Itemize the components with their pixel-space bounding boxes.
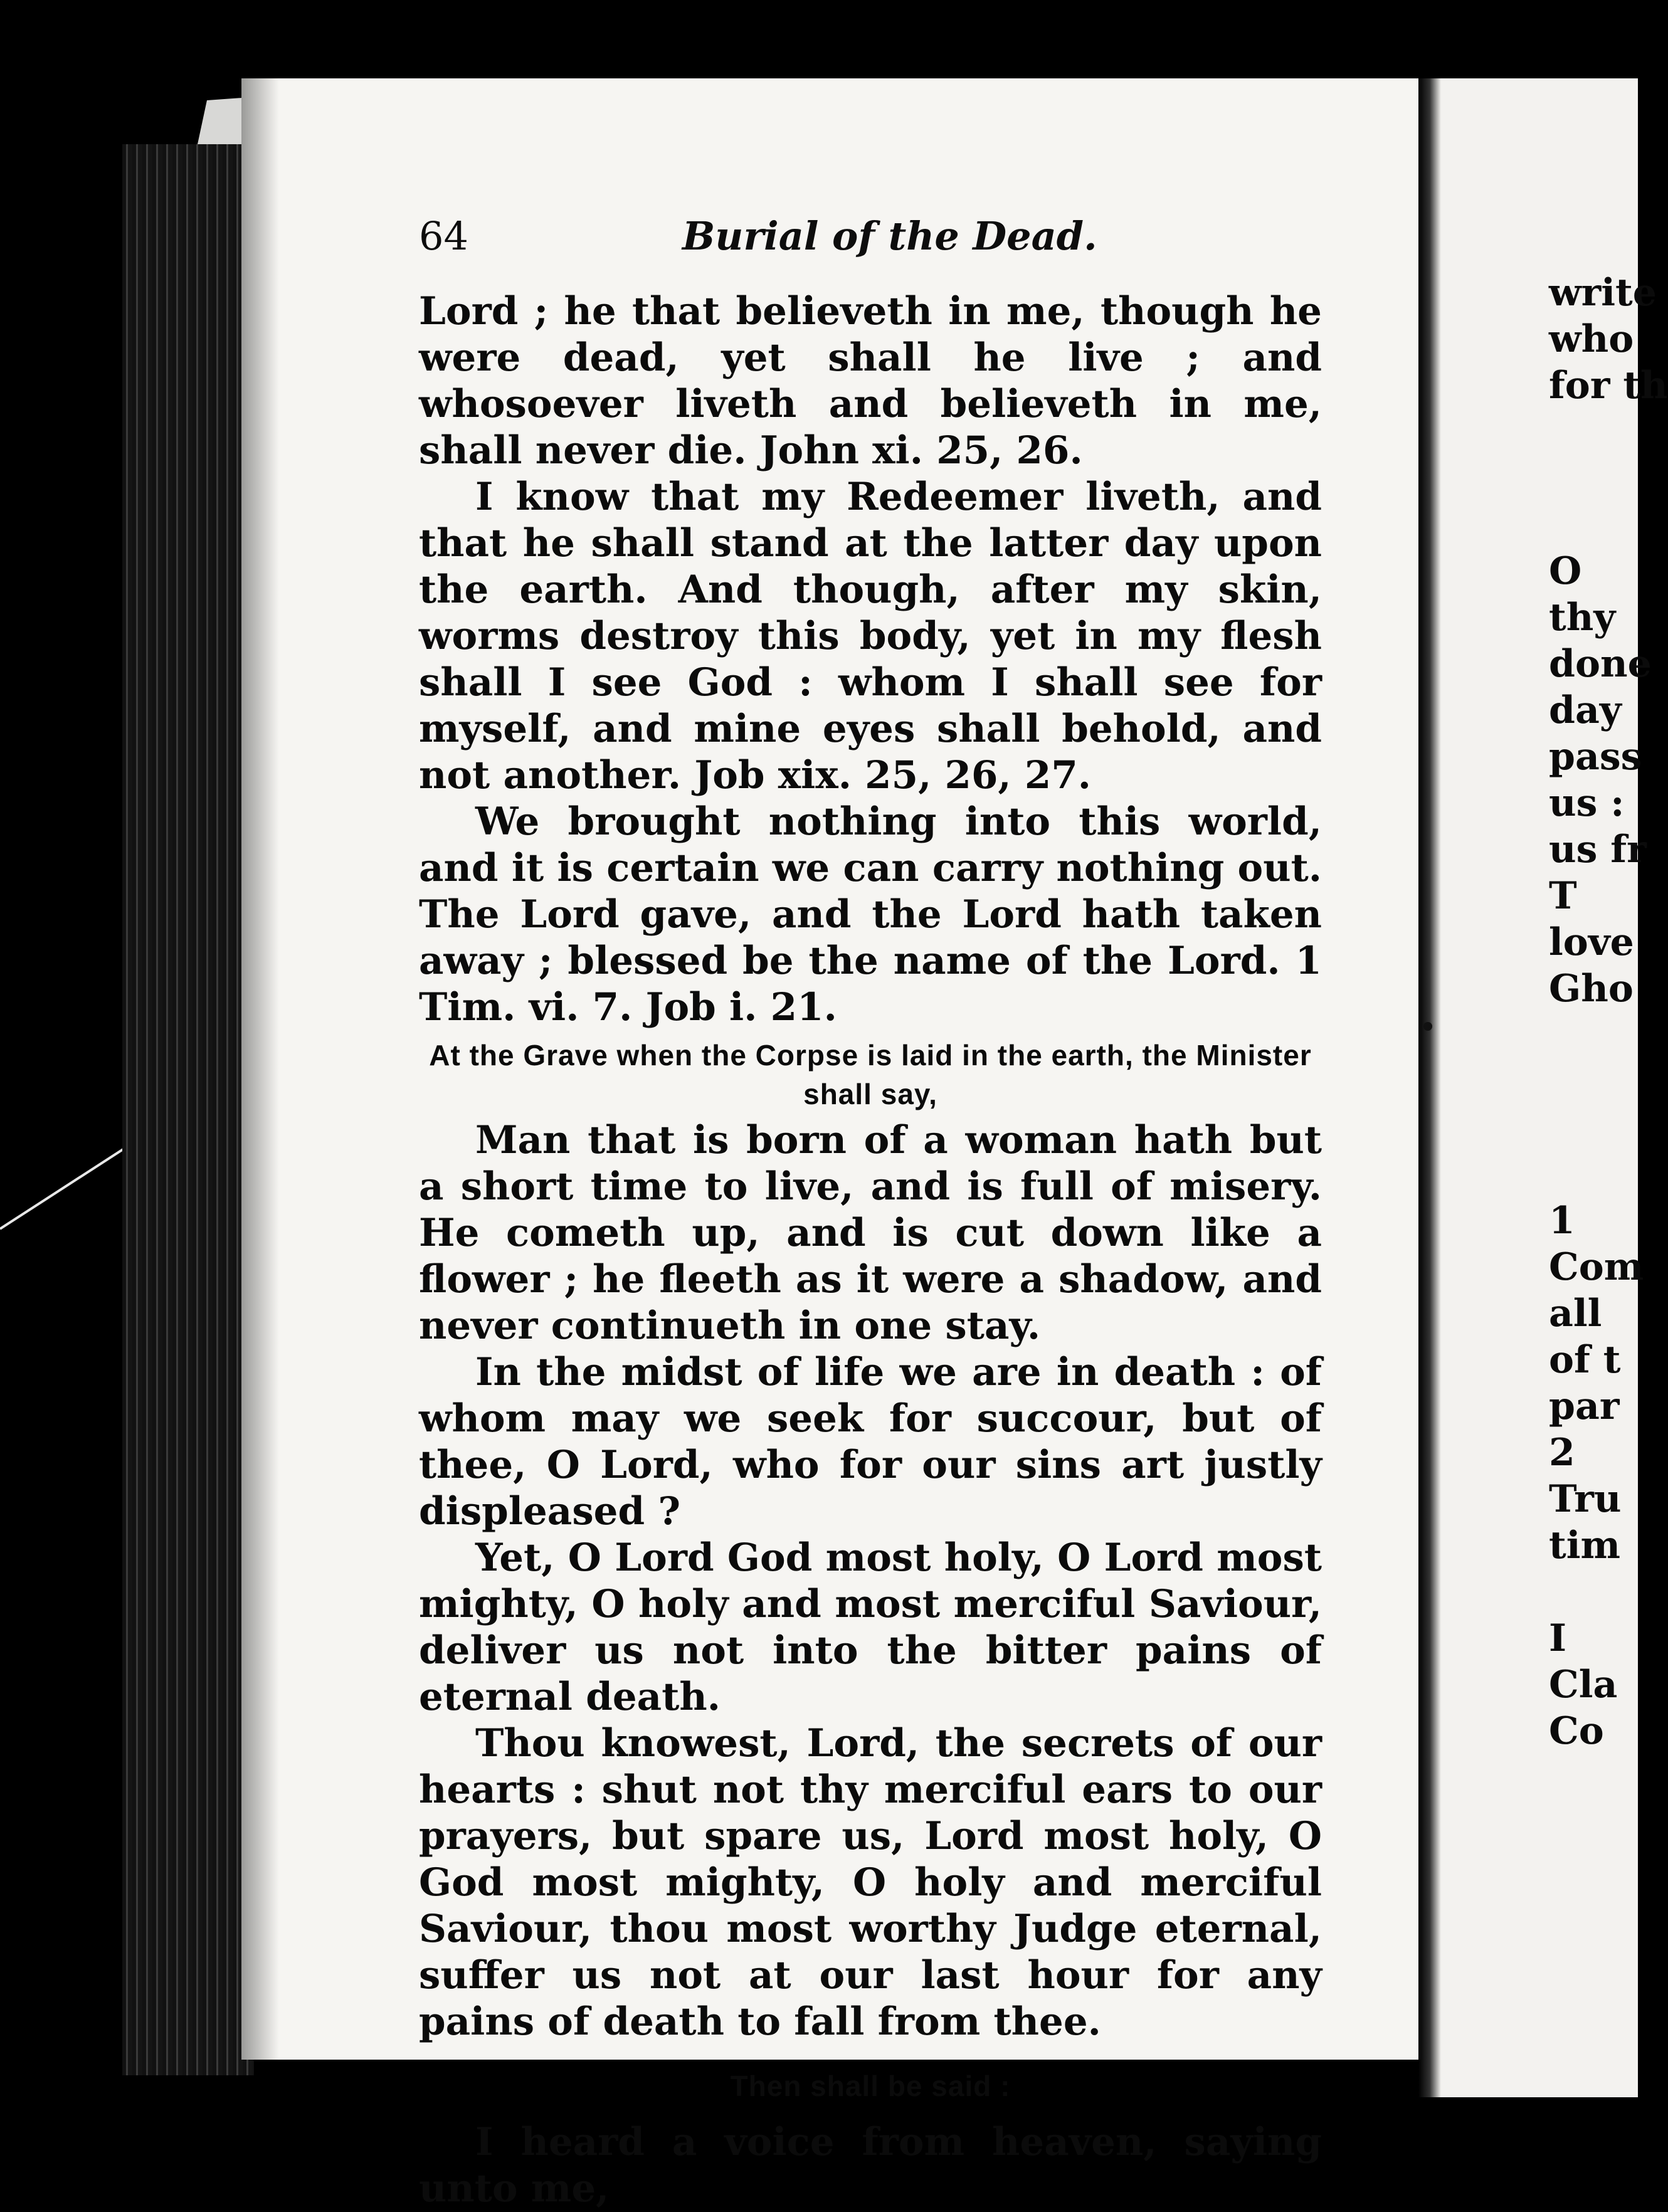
final-line: I heard a voice from heaven, saying unto me, — [419, 2120, 1322, 2211]
right-page-fragment: 2 — [1549, 1431, 1575, 1475]
right-page-fragment: who — [1549, 317, 1634, 361]
right-page-fragment: us fr — [1549, 828, 1647, 872]
right-page-fragment: Com — [1549, 1245, 1644, 1289]
rubric-at-grave: At the Grave when the Corpse is laid in the earth, the Minister shall say, — [429, 1039, 1312, 1110]
running-head: Burial of the Dead. — [682, 213, 1097, 259]
book-gutter — [122, 144, 254, 2075]
right-page-fragment: O — [1549, 549, 1582, 593]
right-page-fragment: Cla — [1549, 1663, 1618, 1707]
right-page-edge — [1418, 78, 1441, 2097]
main-text — [419, 288, 1322, 2212]
right-page-fragment — [1549, 1058, 1638, 1105]
right-page-fragments — [1549, 270, 1668, 1754]
paragraph-midst-of-life: In the midst of life we are in death : of whom may we seek for succour, but of thee, O Lord, who for our sins art justly displeased ? — [419, 1350, 1322, 1534]
right-page-fragment: write — [1549, 271, 1657, 315]
right-page-fragment: thy — [1549, 596, 1616, 640]
paragraph-yet-o-lord: Yet, O Lord God most holy, O Lord most mighty, O holy and most merciful Saviour, deliver us not into the bitter pains of eternal death. — [419, 1535, 1322, 1719]
page-header — [419, 213, 1316, 263]
right-page-fragment: for th — [1549, 364, 1668, 408]
right-page-fragment: I — [1549, 1616, 1567, 1660]
right-page-fragment — [1549, 409, 1638, 455]
ink-dot — [1423, 1022, 1432, 1031]
right-page-fragment — [1549, 455, 1638, 502]
rubric-then-said: Then shall be said : — [730, 2070, 1011, 2102]
page-number: 64 — [419, 213, 468, 259]
right-page-fragment — [1549, 1105, 1638, 1151]
right-page-fragment: of t — [1549, 1338, 1621, 1382]
paragraph-john: Lord ; he that believeth in me, though he were dead, yet shall he live ; and whosoever liveth and believeth in me, shall never die. John xi. 25, 26. — [419, 289, 1322, 473]
paragraph-job-xix: I know that my Redeemer liveth, and that he shall stand at the latter day upon the earth. And though, after my skin, worms destroy this body, yet in my flesh shall I see God : whom I shall see for myself, and mine eyes shall behold, and not another. Job xix. 25, 26, 27. — [419, 475, 1322, 798]
right-page-fragment — [1549, 502, 1638, 548]
right-page-fragment: done — [1549, 642, 1652, 686]
right-page-fragment: 1 — [1549, 1199, 1575, 1243]
right-page-fragment: pass — [1549, 735, 1642, 779]
right-page-fragment — [1549, 1151, 1638, 1198]
right-page-fragment — [1549, 1012, 1638, 1058]
right-page-fragment — [1549, 1569, 1638, 1615]
page-edge-shadow — [241, 78, 279, 2060]
right-page-fragment: T — [1549, 874, 1577, 918]
paragraph-thou-knowest: Thou knowest, Lord, the secrets of our hearts : shut not thy merciful ears to our prayers, but spare us, Lord most holy, O God most mighty, O holy and merciful Saviour, thou most worthy Judge eternal, suffer us not at our last hour for any pains of death to fall from thee. — [419, 1721, 1322, 2044]
right-page-fragment: us : — [1549, 781, 1625, 825]
right-page-fragment: Tru — [1549, 1477, 1622, 1521]
right-page-fragment: Co — [1549, 1709, 1604, 1753]
right-page-fragment: love — [1549, 920, 1634, 964]
paragraph-tim-job: We brought nothing into this world, and it is certain we can carry nothing out. The Lord gave, and the Lord hath taken away ; blessed be the name of the Lord. 1 Tim. vi. 7. Job i. 21. — [419, 799, 1322, 1030]
right-page-fragment: par — [1549, 1384, 1620, 1428]
right-page-fragment: all — [1549, 1292, 1602, 1335]
right-page-fragment: tim — [1549, 1524, 1620, 1567]
paragraph-man-born: Man that is born of a woman hath but a short time to live, and is full of misery. He cometh up, and is cut down like a flower ; he fleeth as it were a shadow, and never continueth in one stay. — [419, 1118, 1322, 1348]
right-page-fragment: Gho — [1549, 967, 1634, 1011]
right-page-fragment: day — [1549, 688, 1622, 732]
